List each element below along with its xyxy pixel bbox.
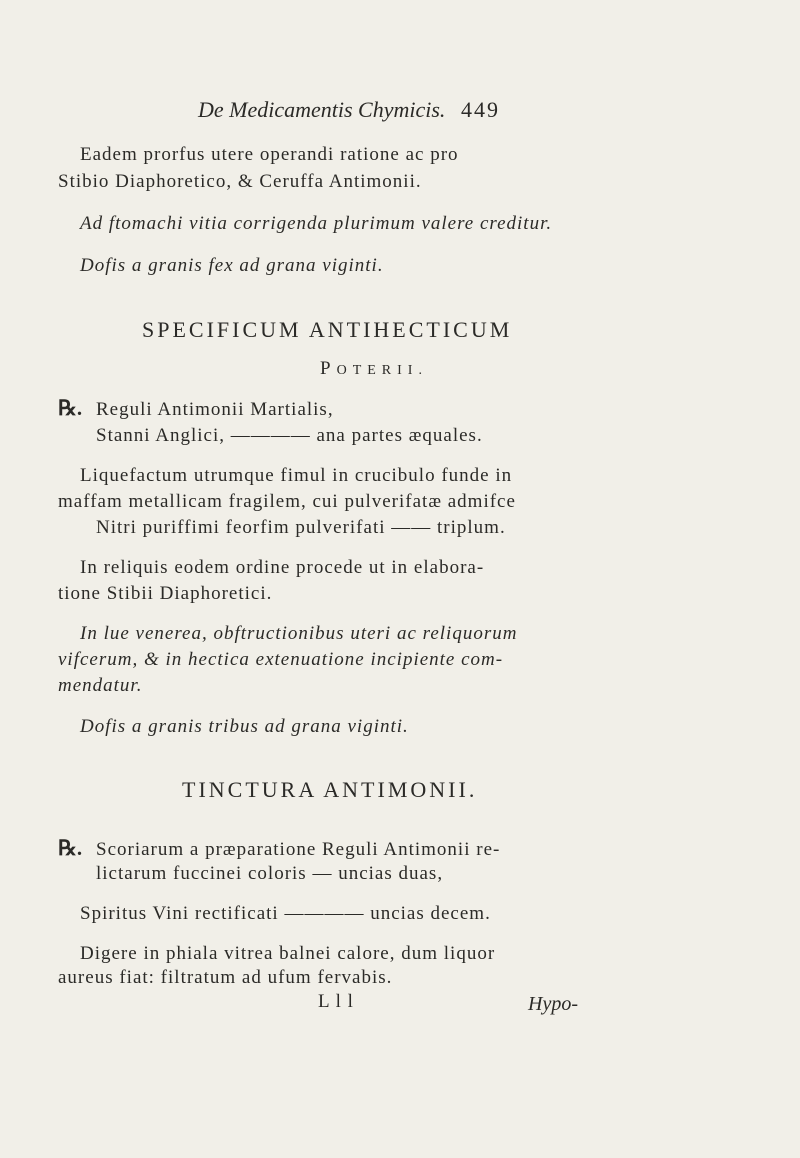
page-number: 449 xyxy=(460,97,500,122)
section-title-specificum: SPECIFICUM ANTIHECTICUM xyxy=(142,317,513,342)
usage-line: vifcerum, & in hectica extenuatione incipiente com- xyxy=(58,649,504,670)
section-title-tinctura: TINCTURA ANTIMONII. xyxy=(182,777,478,802)
ingredient-line: Reguli Antimonii Martialis, xyxy=(96,399,334,420)
dose-line: Dofis a granis tribus ad grana viginti. xyxy=(80,716,409,737)
paragraph-line: Liquefactum utrumque fimul in crucibulo funde in xyxy=(80,465,513,486)
paragraph-line: Digere in phiala vitrea balnei calore, dum liquor xyxy=(80,943,496,964)
paragraph-line: aureus fiat: filtratum ad ufum fervabis. xyxy=(58,967,393,988)
usage-line: In lue venerea, obftructionibus uteri ac reliquorum xyxy=(80,623,518,644)
intro-dose: Dofis a granis fex ad grana viginti. xyxy=(80,255,384,276)
intro-line-2: Stibio Diaphoretico, & Ceruffa Antimonii. xyxy=(58,171,422,192)
catchword: Hypo- xyxy=(528,993,578,1015)
signature-mark: L l l xyxy=(318,991,354,1012)
author-initial: P xyxy=(320,358,337,379)
section-author xyxy=(320,357,428,383)
recipe-symbol: ℞. xyxy=(58,396,83,420)
ingredient-line: Scoriarum a præparatione Reguli Antimonii re- xyxy=(96,839,501,860)
intro-line-1: Eadem prorfus utere operandi ratione ac pro xyxy=(80,144,459,165)
running-title: De Medicamentis Chymicis. xyxy=(198,97,446,122)
recipe-symbol: ℞. xyxy=(58,836,83,860)
intro-usage: Ad ftomachi vitia corrigenda plurimum valere creditur. xyxy=(80,213,553,234)
ingredient-line: Spiritus Vini rectificati ———— uncias decem. xyxy=(80,903,491,924)
paragraph-line: In reliquis eodem ordine procede ut in elabora- xyxy=(80,557,485,578)
ingredient-line: lictarum fuccinei coloris — uncias duas, xyxy=(96,863,444,884)
paragraph-line: Nitri puriffimi feorfim pulverifati —— triplum. xyxy=(96,517,506,538)
author-rest: OTERII. xyxy=(336,363,428,378)
paragraph-line: maffam metallicam fragilem, cui pulverifatæ admifce xyxy=(58,491,516,512)
paragraph-line: tione Stibii Diaphoretici. xyxy=(58,583,273,604)
running-header xyxy=(198,98,500,122)
usage-line: mendatur. xyxy=(58,675,143,696)
ingredient-line: Stanni Anglici, ———— ana partes æquales. xyxy=(96,425,483,446)
